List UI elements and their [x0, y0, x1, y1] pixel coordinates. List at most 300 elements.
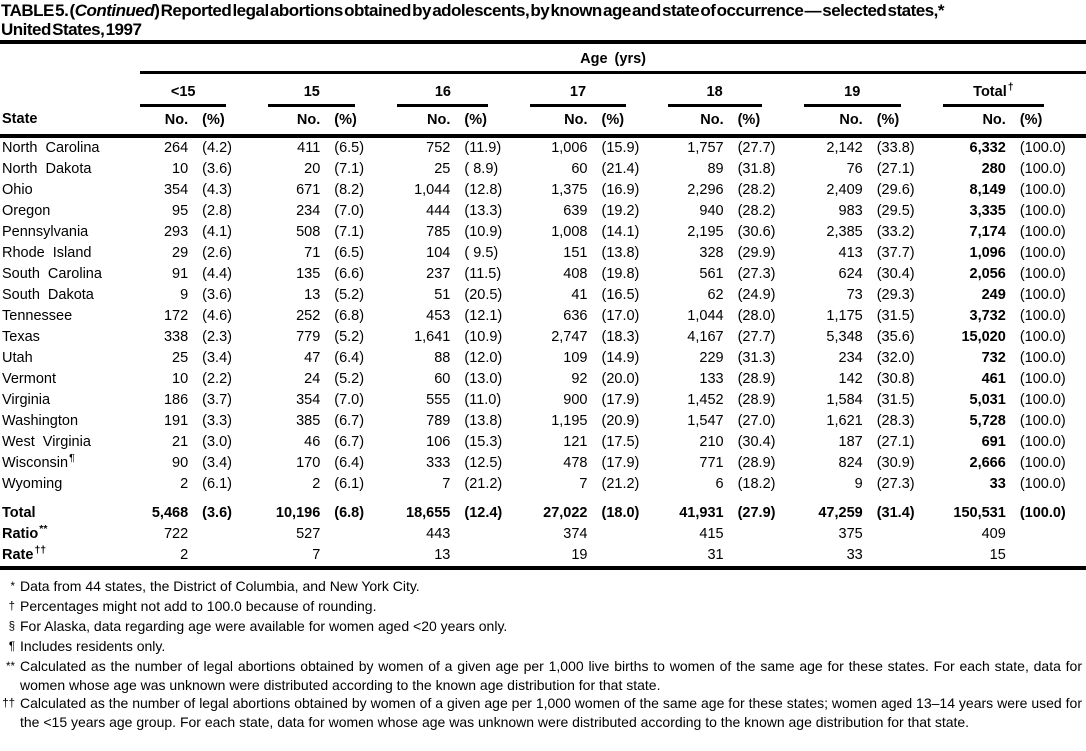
pct-cell: (2.8) [202, 203, 232, 219]
state-cell: Rhode Island [2, 245, 92, 261]
footnote-text: For Alaska, data regarding age were available for women aged <20 years only. [20, 617, 508, 634]
pct-cell [450, 545, 530, 566]
pct-cell: (5.2) [334, 287, 365, 303]
pct-cell: (28.9) [737, 371, 776, 387]
no-cell: 2,385 [826, 224, 863, 240]
continued-label: Continued [74, 1, 155, 20]
table-row [0, 327, 1086, 348]
no-cell: 789 [426, 413, 451, 429]
no-cell: 234 [838, 350, 863, 366]
no-cell: 15,020 [961, 329, 1006, 345]
pct-cell: (31.4) [876, 505, 915, 521]
pct-cell: (100.0) [1019, 140, 1066, 156]
no-cell: 92 [571, 371, 588, 387]
footnote-marker: § [8, 620, 15, 633]
no-cell: 15 [989, 547, 1006, 563]
pct-cell: (7.0) [334, 392, 365, 408]
pct-cell: (32.0) [876, 350, 915, 366]
age-span-header [140, 44, 1086, 73]
no-cell: 2,142 [826, 140, 863, 156]
pct-cell: (3.3) [202, 413, 232, 429]
age-group-header [268, 73, 397, 108]
no-cell: 88 [434, 350, 451, 366]
no-cell: 1,008 [551, 224, 588, 240]
pct-cell: (35.6) [876, 329, 915, 345]
no-cell: 2 [312, 476, 321, 492]
no-cell: 121 [563, 434, 588, 450]
table-row [0, 264, 1086, 285]
no-cell: 76 [846, 161, 863, 177]
no-cell: 6 [715, 476, 724, 492]
pct-cell: (6.1) [334, 476, 365, 492]
pct-cell: (3.4) [202, 455, 232, 471]
table-row [0, 180, 1086, 201]
no-cell: 5,728 [969, 413, 1006, 429]
footnote-text: Data from 44 states, the District of Columbia, and New York City. [20, 578, 420, 594]
state-cell: Vermont [2, 371, 56, 387]
no-cell: 106 [426, 434, 451, 450]
pct-cell: (100.0) [1019, 224, 1066, 240]
state-cell: Washington [2, 413, 79, 429]
pct-cell: (27.1) [876, 161, 915, 177]
pct-cell: (3.6) [202, 161, 232, 177]
pct-column-header: (%) [320, 107, 397, 136]
no-cell: 385 [296, 413, 321, 429]
no-cell: 2 [180, 476, 189, 492]
no-cell: 29 [172, 245, 189, 261]
table-row [0, 390, 1086, 411]
no-cell: 1,044 [414, 182, 451, 198]
pct-cell: (16.9) [601, 182, 640, 198]
table-row [0, 524, 1086, 545]
pct-cell [320, 524, 397, 545]
no-cell: 25 [172, 350, 189, 366]
state-cell: Ratio** [2, 523, 48, 542]
no-cell: 47 [304, 350, 321, 366]
pct-cell: (3.6) [202, 505, 232, 521]
no-cell: 333 [426, 455, 451, 471]
pct-cell: (11.5) [464, 266, 502, 282]
state-cell: Tennessee [2, 308, 73, 324]
state-sup: ¶ [69, 452, 75, 465]
table-row [0, 348, 1086, 369]
no-cell: 940 [699, 203, 724, 219]
pct-column-header: (%) [188, 107, 268, 136]
no-cell: 824 [838, 455, 863, 471]
no-cell: 2 [180, 547, 189, 563]
pct-cell [863, 524, 943, 545]
age-group-header [530, 73, 667, 108]
pct-cell: (7.1) [334, 224, 365, 240]
state-cell: Virginia [2, 392, 51, 408]
age-group-header [140, 73, 268, 108]
pct-cell: (100.0) [1019, 266, 1066, 282]
pct-cell: (6.4) [334, 455, 365, 471]
footnote [0, 617, 1086, 637]
table-row [0, 369, 1086, 390]
pct-cell: (13.3) [464, 203, 503, 219]
pct-cell: (28.3) [876, 413, 915, 429]
pct-cell: (6.8) [334, 505, 365, 521]
no-cell: 7 [579, 476, 588, 492]
no-cell: 187 [838, 434, 863, 450]
no-cell: 1,584 [826, 392, 863, 408]
pct-cell: (14.1) [601, 224, 640, 240]
pct-cell: (28.9) [737, 455, 776, 471]
pct-cell: (20.0) [601, 371, 640, 387]
pct-cell: (12.0) [464, 350, 503, 366]
no-cell: 229 [699, 350, 724, 366]
footnote [0, 694, 1086, 732]
no-cell: 252 [296, 308, 321, 324]
footnote-marker: † [8, 600, 15, 613]
no-cell: 33 [846, 547, 863, 563]
pct-cell: ( 9.5) [464, 245, 499, 261]
pct-cell: (18.3) [601, 329, 640, 345]
pct-cell: (27.1) [876, 434, 915, 450]
no-cell: 561 [699, 266, 724, 282]
no-cell: 109 [563, 350, 588, 366]
pct-cell: (3.4) [202, 350, 232, 366]
no-cell: 25 [434, 161, 451, 177]
pct-cell: (17.9) [601, 392, 640, 408]
pct-cell [724, 524, 804, 545]
pct-cell: (3.0) [202, 434, 232, 450]
pct-cell: (27.0) [737, 413, 776, 429]
age-group-label: 18 [668, 82, 762, 107]
no-cell: 293 [163, 224, 189, 240]
no-cell: 89 [707, 161, 724, 177]
no-cell: 732 [981, 350, 1006, 366]
no-cell: 8,149 [969, 182, 1006, 198]
pct-cell: (6.7) [334, 413, 365, 429]
no-cell: 6,332 [969, 140, 1006, 156]
no-cell: 338 [163, 329, 189, 345]
no-cell: 1,006 [551, 140, 588, 156]
pct-cell: (6.1) [202, 476, 232, 492]
age-group-label: 16 [397, 82, 488, 107]
no-column-header: No. [668, 107, 724, 136]
no-cell: 478 [563, 455, 588, 471]
no-cell: 3,732 [969, 308, 1006, 324]
no-cell: 453 [426, 308, 451, 324]
no-cell: 1,175 [826, 308, 863, 324]
no-cell: 90 [172, 455, 189, 471]
table-row [0, 243, 1086, 264]
no-cell: 2,056 [969, 266, 1006, 282]
pct-cell: (30.4) [737, 434, 776, 450]
footnote-text: Calculated as the number of legal abortions obtained by women of a given age per 1,000 women of the same age for these states; women aged 13–14 years were used for the <15 years age group. For each state, data for women whose age was unknown were distributed according to the known age distribution for that state. [20, 695, 1082, 731]
no-cell: 1,547 [687, 413, 724, 429]
state-cell: Texas [2, 329, 40, 345]
no-cell: 691 [981, 434, 1006, 450]
pct-cell: (30.4) [876, 266, 915, 282]
no-cell: 2,409 [826, 182, 863, 198]
age-group-sup: † [1007, 81, 1014, 94]
no-cell: 413 [838, 245, 863, 261]
no-cell: 170 [296, 455, 321, 471]
no-cell: 71 [304, 245, 321, 261]
no-cell: 142 [838, 371, 863, 387]
pct-cell: (100.0) [1019, 434, 1066, 450]
no-cell: 237 [426, 266, 451, 282]
pct-cell: (24.9) [737, 287, 776, 303]
pct-cell: (27.9) [737, 505, 776, 521]
pct-cell: (30.8) [876, 371, 915, 387]
no-cell: 5,031 [969, 392, 1006, 408]
pct-cell: (6.8) [334, 308, 365, 324]
no-cell: 186 [163, 392, 189, 408]
no-cell: 354 [163, 182, 189, 198]
footnote-marker: ¶ [8, 640, 15, 653]
pct-cell: (100.0) [1019, 476, 1066, 492]
pct-cell: (6.5) [334, 245, 365, 261]
pct-cell [450, 524, 530, 545]
pct-cell: (4.1) [202, 224, 232, 240]
age-group-header [943, 73, 1086, 108]
no-cell: 24 [304, 371, 321, 387]
no-cell: 1,757 [687, 140, 724, 156]
no-cell: 900 [563, 392, 588, 408]
pct-cell: (100.0) [1019, 287, 1066, 303]
no-cell: 624 [838, 266, 863, 282]
no-cell: 10 [172, 371, 189, 387]
table-row [0, 495, 1086, 524]
pct-cell: (27.3) [876, 476, 915, 492]
pct-cell [1006, 524, 1086, 545]
age-span-label: Age (yrs) [580, 51, 646, 67]
no-cell: 264 [163, 140, 189, 156]
state-cell: Wyoming [2, 476, 63, 492]
pct-cell: (27.7) [737, 329, 776, 345]
state-sup: †† [34, 544, 47, 557]
no-cell: 408 [563, 266, 588, 282]
pct-cell: (100.0) [1019, 308, 1066, 324]
no-cell: 10,196 [275, 505, 321, 521]
no-cell: 151 [563, 245, 588, 261]
pct-cell: (5.2) [334, 329, 365, 345]
pct-cell: (8.2) [334, 182, 365, 198]
no-cell: 46 [304, 434, 321, 450]
table-row [0, 474, 1086, 495]
age-group-label: <15 [140, 82, 226, 107]
pct-column-header: (%) [863, 107, 943, 136]
pct-cell: (3.6) [202, 287, 232, 303]
no-column-header: No. [530, 107, 587, 136]
pct-cell [863, 545, 943, 566]
state-cell: Utah [2, 350, 33, 366]
pct-cell: (10.9) [464, 224, 503, 240]
pct-cell: (6.5) [334, 140, 365, 156]
no-cell: 2,195 [687, 224, 724, 240]
pct-cell: (100.0) [1019, 329, 1066, 345]
table-row [0, 222, 1086, 243]
pct-cell: (15.9) [601, 140, 640, 156]
no-cell: 280 [981, 161, 1006, 177]
no-cell: 1,641 [414, 329, 451, 345]
pct-cell: (19.2) [601, 203, 640, 219]
pct-cell: (100.0) [1019, 161, 1066, 177]
no-column-header: No. [140, 107, 188, 136]
pct-column-header: (%) [587, 107, 667, 136]
pct-cell [188, 524, 268, 545]
no-cell: 983 [838, 203, 863, 219]
footnote-text: Calculated as the number of legal abortions obtained by women of a given age per 1,000 live births to women of the same age for these states. For each state, data for women whose age was unknown were distributed according to the known age distribution for that state. [20, 657, 1082, 693]
pct-cell: (100.0) [1019, 350, 1066, 366]
table-row [0, 201, 1086, 222]
pct-cell: (6.7) [334, 434, 365, 450]
pct-cell: (27.3) [737, 266, 776, 282]
pct-cell: (37.7) [876, 245, 915, 261]
pct-cell [724, 545, 804, 566]
pct-column-header: (%) [1006, 107, 1086, 136]
no-cell: 785 [426, 224, 451, 240]
state-cell: Pennsylvania [2, 224, 89, 240]
no-cell: 3,335 [969, 203, 1006, 219]
no-cell: 527 [296, 526, 321, 542]
no-cell: 444 [426, 203, 451, 219]
pct-cell: (30.6) [737, 224, 776, 240]
table-row [0, 545, 1086, 566]
no-cell: 104 [426, 245, 451, 261]
no-cell: 374 [563, 526, 588, 542]
pct-cell [188, 545, 268, 566]
pct-cell: (100.0) [1019, 413, 1066, 429]
pct-cell: (100.0) [1019, 505, 1066, 521]
pct-cell: (31.3) [737, 350, 776, 366]
age-group-header [668, 73, 804, 108]
no-cell: 9 [854, 476, 863, 492]
no-cell: 31 [707, 547, 724, 563]
pct-cell: (20.5) [464, 287, 503, 303]
pct-cell: (6.6) [334, 266, 365, 282]
state-cell: North Carolina [2, 140, 100, 156]
no-cell: 21 [172, 434, 189, 450]
state-cell: Oregon [2, 203, 51, 219]
pct-cell: (10.9) [464, 329, 503, 345]
table-row [0, 453, 1086, 474]
pct-cell: (14.9) [601, 350, 640, 366]
no-column-header: No. [804, 107, 863, 136]
no-cell: 443 [426, 526, 451, 542]
pct-cell: (6.4) [334, 350, 365, 366]
no-cell: 41 [571, 287, 588, 303]
pct-cell: (28.2) [737, 182, 776, 198]
pct-cell: (4.3) [202, 182, 232, 198]
state-cell: Ohio [2, 182, 33, 198]
pct-cell: (28.2) [737, 203, 776, 219]
pct-cell: (5.2) [334, 371, 365, 387]
no-cell: 1,375 [551, 182, 588, 198]
table-row [0, 411, 1086, 432]
no-column-header: No. [943, 107, 1006, 136]
pct-cell: (21.4) [601, 161, 640, 177]
no-cell: 10 [172, 161, 189, 177]
pct-cell: (16.5) [601, 287, 640, 303]
pct-cell: (17.5) [601, 434, 640, 450]
no-cell: 771 [699, 455, 724, 471]
pct-cell: (12.8) [464, 182, 503, 198]
no-cell: 62 [707, 287, 724, 303]
no-cell: 7,174 [969, 224, 1006, 240]
pct-cell: (18.2) [737, 476, 776, 492]
no-cell: 60 [571, 161, 588, 177]
pct-cell: (4.4) [202, 266, 232, 282]
no-cell: 2,666 [969, 455, 1006, 471]
page-title [0, 0, 1086, 40]
age-group-header [397, 73, 530, 108]
no-cell: 7 [442, 476, 451, 492]
pct-cell: (29.6) [876, 182, 915, 198]
no-cell: 461 [981, 371, 1006, 387]
no-cell: 328 [699, 245, 724, 261]
pct-cell: (100.0) [1019, 392, 1066, 408]
pct-cell: (17.9) [601, 455, 640, 471]
no-cell: 33 [989, 476, 1006, 492]
footnote-marker: * [10, 581, 15, 593]
no-cell: 1,452 [687, 392, 724, 408]
table-row [0, 285, 1086, 306]
no-cell: 508 [296, 224, 321, 240]
no-cell: 636 [563, 308, 588, 324]
pct-cell [320, 545, 397, 566]
bottom-rule [0, 566, 1086, 570]
table-row [0, 136, 1086, 159]
pct-cell: (20.9) [601, 413, 640, 429]
pct-cell: (33.2) [876, 224, 915, 240]
table-row [0, 306, 1086, 327]
no-cell: 555 [426, 392, 451, 408]
no-cell: 191 [163, 413, 189, 429]
pct-cell: (11.0) [464, 392, 502, 408]
pct-cell: (100.0) [1019, 245, 1066, 261]
no-cell: 4,167 [687, 329, 724, 345]
no-cell: 135 [296, 266, 321, 282]
footnote-text: Includes residents only. [20, 637, 166, 654]
pct-cell: (3.7) [202, 392, 232, 408]
state-cell: South Dakota [2, 287, 94, 303]
no-cell: 73 [846, 287, 863, 303]
no-cell: 20 [304, 161, 321, 177]
no-cell: 150,531 [953, 505, 1006, 521]
no-cell: 1,044 [687, 308, 724, 324]
no-cell: 249 [981, 287, 1006, 303]
pct-cell: (17.0) [601, 308, 640, 324]
no-cell: 7 [312, 547, 321, 563]
pct-cell: (7.1) [334, 161, 365, 177]
pct-cell: (4.2) [202, 140, 232, 156]
no-cell: 671 [296, 182, 321, 198]
no-cell: 411 [297, 140, 321, 156]
pct-cell: (33.8) [876, 140, 915, 156]
no-cell: 27,022 [543, 505, 588, 521]
no-cell: 1,195 [551, 413, 588, 429]
pct-cell: (21.2) [601, 476, 640, 492]
pct-cell: ( 8.9) [464, 161, 499, 177]
pct-cell: (31.5) [876, 392, 915, 408]
no-cell: 18,655 [406, 505, 451, 521]
pct-cell: (13.8) [464, 413, 503, 429]
footnote [0, 577, 1086, 597]
pct-cell: (2.2) [202, 371, 232, 387]
no-cell: 639 [563, 203, 588, 219]
pct-cell: (29.3) [876, 287, 915, 303]
pct-cell: (13.8) [601, 245, 640, 261]
table-row [0, 432, 1086, 453]
pct-cell: (27.7) [737, 140, 776, 156]
no-cell: 1,621 [826, 413, 863, 429]
pct-cell: (29.9) [737, 245, 776, 261]
